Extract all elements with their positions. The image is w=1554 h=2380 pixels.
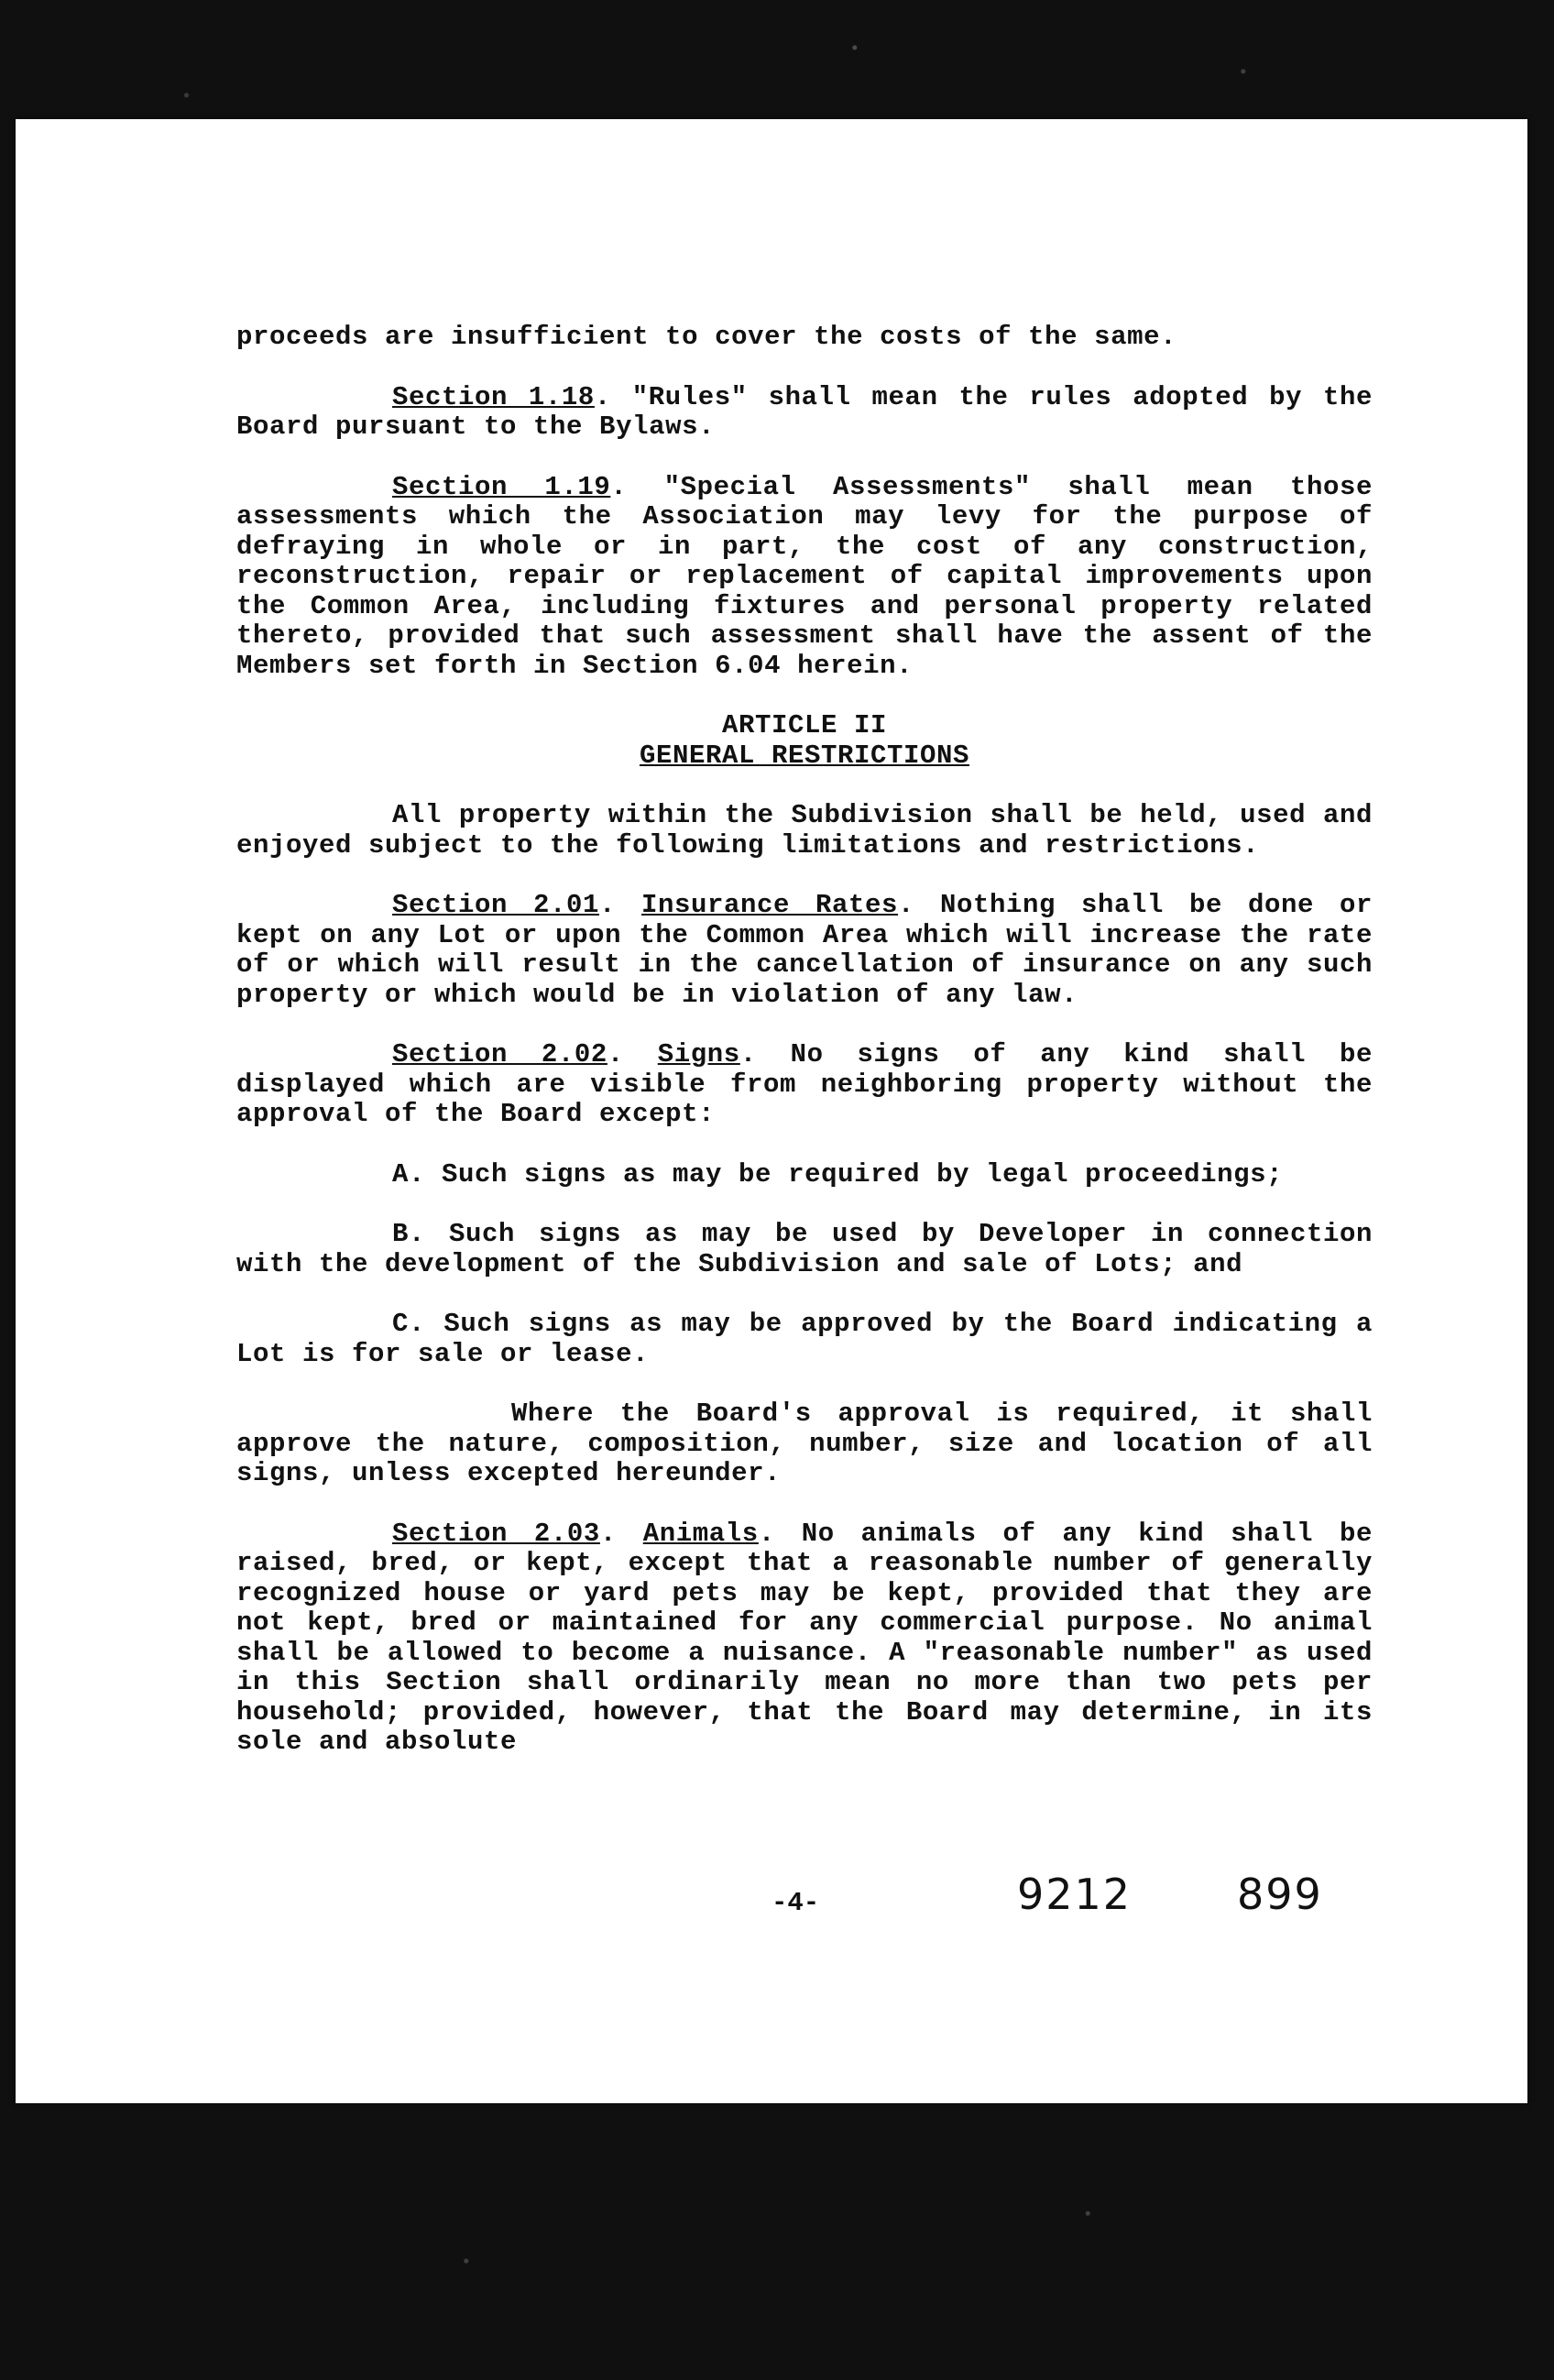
section-2-03: Section 2.03. Animals. No animals of any kind shall be raised, bred, or kept, except that a reasonable number of generally recognized house or yard pets may be kept, provided that they are not kept, bred or maintained for any commercial purpose. No animal shall be allowed to become a nuisance. A "reasonable number" as used in this Section shall ordinarily mean no more than two pets per household; provided, however, that the Board may determine, in its sole and absolute (236, 1518, 1373, 1757)
section-heading: Section 1.19 (392, 471, 611, 502)
section-2-02: Section 2.02. Signs. No signs of any kind shall be displayed which are visible from neighboring property without the approval of the Board except: (236, 1039, 1373, 1129)
article-title: GENERAL RESTRICTIONS (639, 740, 970, 771)
article-heading (236, 711, 1373, 771)
article-intro: All property within the Subdivision shall be held, used and enjoyed subject to the following limitations and restrictions. (236, 800, 1373, 861)
stamp-number-left: 9212 (1017, 1870, 1133, 1919)
section-heading: Section 2.01 (392, 890, 600, 920)
approval-paragraph: Where the Board's approval is required, it shall approve the nature, composition, number, size and location of all signs, unless excepted hereunder. (236, 1398, 1373, 1488)
article-number: ARTICLE II (721, 710, 888, 740)
section-title: Insurance Rates (641, 890, 899, 920)
section-heading: Section 2.02 (392, 1039, 607, 1069)
section-1-18: Section 1.18. "Rules" shall mean the rules adopted by the Board pursuant to the Bylaws. (236, 381, 1373, 442)
section-title: Signs (657, 1039, 740, 1069)
list-item-a: A. Such signs as may be required by legal proceedings; (392, 1158, 1284, 1190)
section-title: Animals (642, 1518, 759, 1549)
document-body (236, 323, 1373, 1788)
section-heading: Section 1.18 (392, 381, 595, 412)
page-number: -4- (772, 1888, 820, 1918)
list-item-b: B. Such signs as may be used by Developer in connection with the development of the Subdivision and sale of Lots; and (236, 1219, 1373, 1279)
list-item-c: C. Such signs as may be approved by the Board indicating a Lot is for sale or lease. (236, 1309, 1373, 1369)
stamp-number-right: 899 (1237, 1870, 1323, 1919)
section-1-19: Section 1.19. "Special Assessments" shall mean those assessments which the Association may levy for the purpose of defraying in whole or in part, the cost of any construction, reconstruction, repair or replacement of capital improvements upon the Common Area, including fixtures and personal property related thereto, provided that such assessment shall have the assent of the Members set forth in Section 6.04 herein. (236, 471, 1373, 681)
section-2-01: Section 2.01. Insurance Rates. Nothing shall be done or kept on any Lot or upon the Common Area which will increase the rate of or which will result in the cancellation of insurance on any such property or which would be in violation of any law. (236, 890, 1373, 1010)
section-heading: Section 2.03 (392, 1518, 600, 1549)
intro-line: proceeds are insufficient to cover the costs of the same. (236, 322, 1177, 352)
